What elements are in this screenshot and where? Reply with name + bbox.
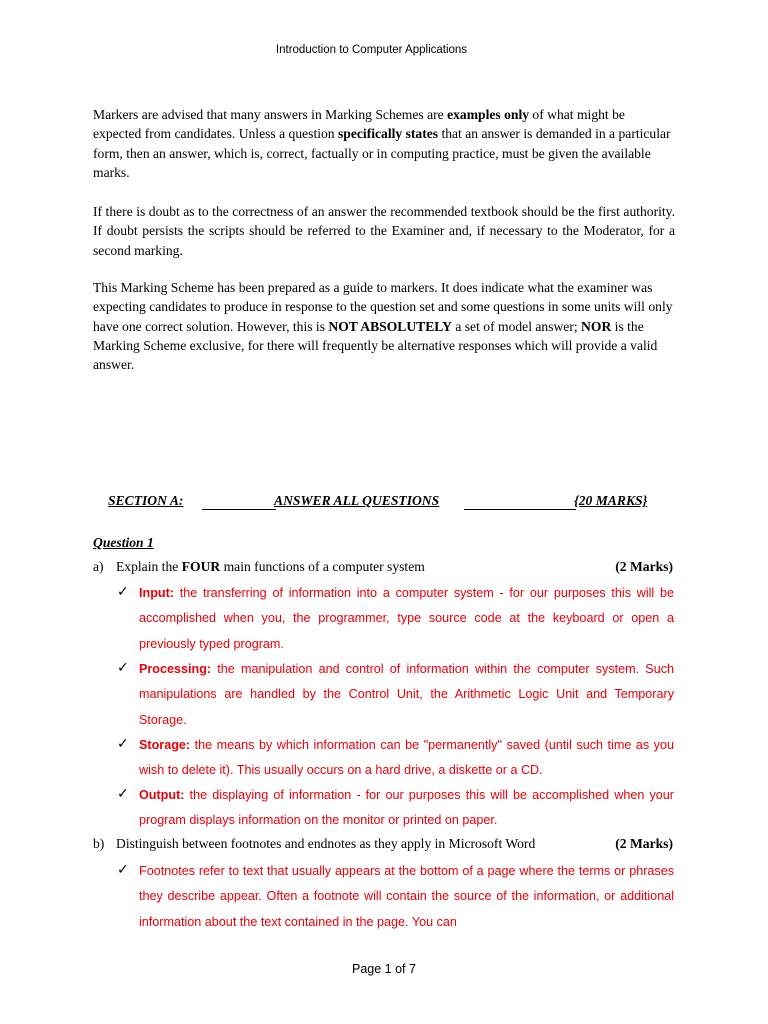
- question-a-marks: (2 Marks): [615, 559, 673, 574]
- checkmark-icon: ✓: [117, 862, 129, 878]
- question-a-text: Explain the FOUR main functions of a computer system: [116, 559, 425, 574]
- intro-paragraph-1: Markers are advised that many answers in Marking Schemes are examples only of what might be expected from candidates. Unless a question specifically states that an answer is demanded in a particular form, then an answer, which is, correct, factually or in computing practice, must be given the available marks.: [93, 107, 671, 180]
- section-name: SECTION A:: [108, 493, 184, 508]
- heading-underline: [464, 509, 576, 510]
- intro-paragraph-2: If there is doubt as to the correctness of an answer the recommended textbook should be the first authority. If doubt persists the scripts should be referred to the Examiner and, if necessary to the Moderator, for a second marking.: [93, 204, 675, 258]
- answer-output: Output: the displaying of information - for our purposes this will be accomplished when your program displays information on the monitor or printed on paper.: [139, 788, 674, 828]
- intro-paragraph-3: This Marking Scheme has been prepared as a guide to markers. It does indicate what the examiner was expecting candidates to produce in response to the question set and some questions in some units will only have one correct solution. However, this is NOT ABSOLUTELY a set of model answer; NOR is the Marking Scheme exclusive, for there will frequently be alternative responses which will provide a valid answer.: [93, 280, 673, 373]
- heading-underline: [202, 509, 276, 510]
- answer-input: Input: the transferring of information into a computer system - for our purposes this will be accomplished when you, the programmer, type source code at the keyboard or open a previously typed program.: [139, 586, 674, 651]
- question-b-label: b): [93, 836, 105, 851]
- running-header: Introduction to Computer Applications: [275, 44, 468, 56]
- checkmark-icon: ✓: [117, 736, 129, 752]
- answer-footnotes: Footnotes refer to text that usually appears at the bottom of a page where the terms or phrases they describe appear. Often a footnote will contain the source of the information, or additional information about the text contained in the page. You can: [139, 864, 674, 929]
- question-b: [93, 836, 675, 856]
- section-marks: {20 MARKS}: [574, 493, 648, 508]
- question-title: Question 1: [93, 535, 154, 550]
- checkmark-icon: ✓: [117, 584, 129, 600]
- answer-processing: Processing: the manipulation and control of information within the computer system. Such manipulations are handled by the Control Unit, the Arithmetic Logic Unit and Temporary Storage.: [139, 662, 674, 727]
- question-b-marks: (2 Marks): [615, 836, 673, 851]
- section-heading: [108, 493, 658, 513]
- question-a-label: a): [93, 559, 104, 574]
- page-number: Page 1 of 7: [352, 962, 416, 976]
- checkmark-icon: ✓: [117, 786, 129, 802]
- answer-storage: Storage: the means by which information can be "permanently" saved (until such time as you wish to delete it). This usually occurs on a hard drive, a diskette or a CD.: [139, 738, 674, 778]
- question-a: [93, 559, 675, 579]
- section-instruction: ANSWER ALL QUESTIONS: [274, 493, 440, 508]
- checkmark-icon: ✓: [117, 660, 129, 676]
- question-b-text: Distinguish between footnotes and endnotes as they apply in Microsoft Word: [116, 836, 536, 851]
